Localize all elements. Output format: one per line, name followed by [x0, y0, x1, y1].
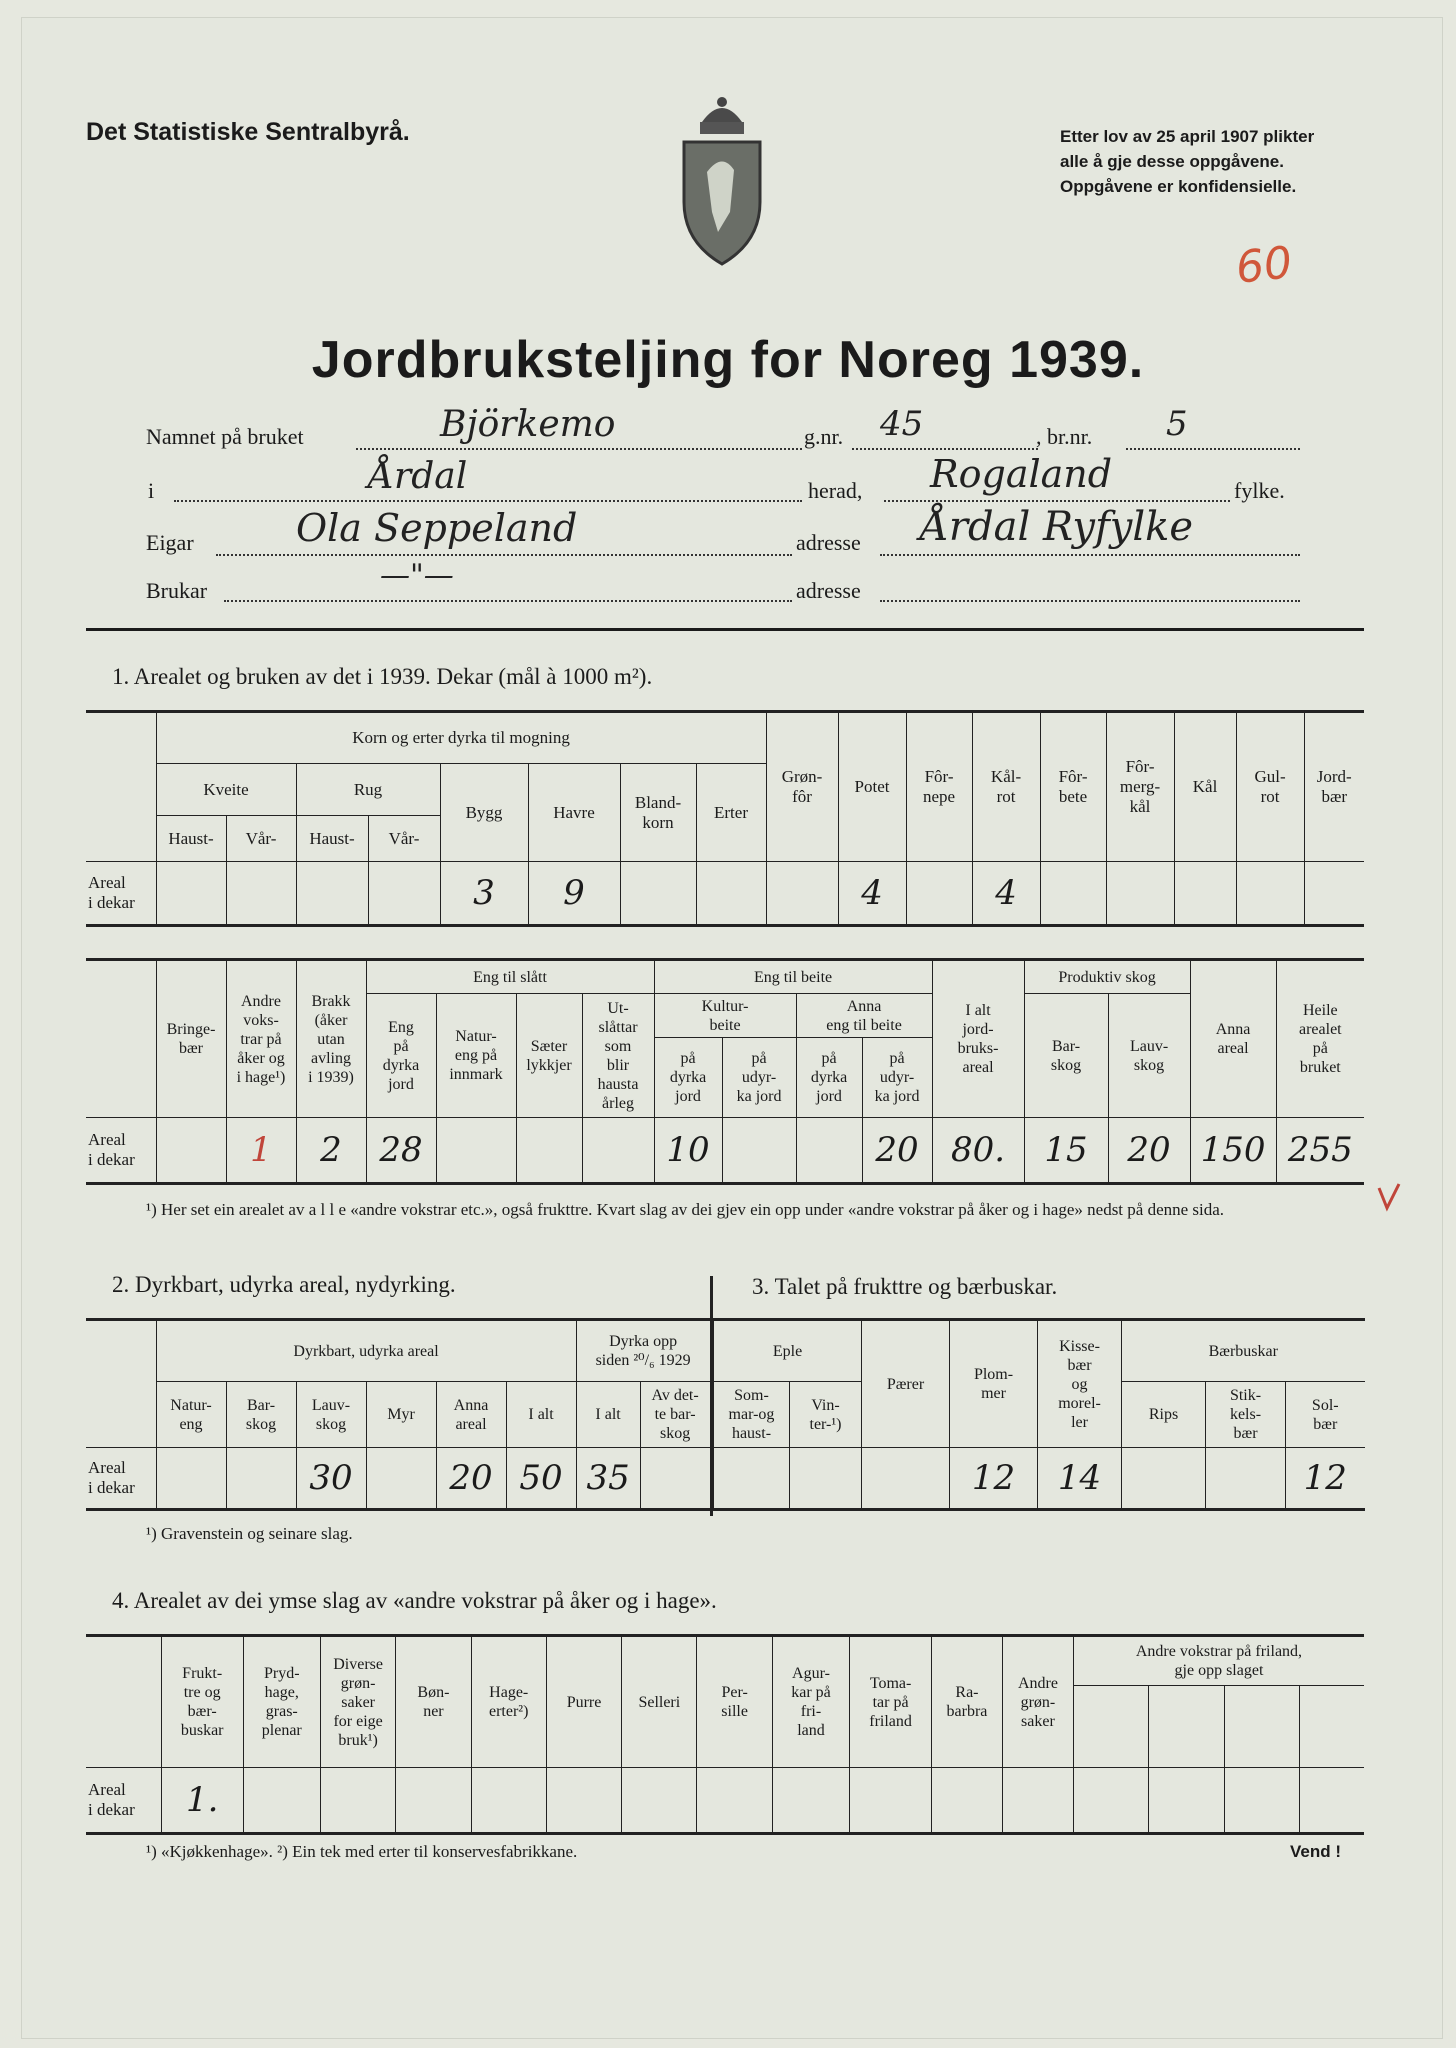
header-skog: Produktiv skog	[1024, 960, 1190, 994]
data-cell	[722, 1118, 796, 1184]
legal-notice-line: alle å gje desse oppgåvene.	[1060, 152, 1284, 171]
data-cell	[766, 862, 838, 926]
header-blank	[1299, 1686, 1364, 1768]
header-col: Pryd- hage, gras- plenar	[243, 1636, 320, 1768]
institution-name: Det Statistiske Sentralbyrå.	[86, 118, 410, 146]
header-haust: Haust-	[156, 816, 226, 862]
data-cell	[320, 1768, 395, 1834]
municipality-value: Årdal	[368, 456, 468, 497]
row-label: Areal i dekar	[86, 1448, 156, 1510]
check-mark-icon	[1376, 1182, 1402, 1217]
header-col: på dyrka jord	[654, 1038, 722, 1118]
data-cell-lauvskog: 30	[296, 1448, 366, 1510]
header-col: Som- mar-og haust-	[714, 1382, 790, 1448]
turn-page-note: Vend !	[1290, 1842, 1342, 1861]
data-cell-kaalrot: 4	[972, 862, 1040, 926]
section2-footnote: ¹) Gravenstein og seinare slag.	[146, 1524, 353, 1543]
data-cell	[366, 1448, 436, 1510]
header-col: på dyrka jord	[796, 1038, 862, 1118]
data-cell-kulturbeite: 10	[654, 1118, 722, 1184]
user-address-label: adresse	[796, 578, 861, 603]
data-cell-eng: 28	[366, 1118, 436, 1184]
header-col: Lauv- skog	[296, 1382, 366, 1448]
data-cell-havre: 9	[528, 862, 620, 926]
header-col: Bland- korn	[620, 764, 696, 862]
brnr-value: 5	[1166, 404, 1188, 444]
header-dyrka-opp: Dyrka opp siden ²⁰/₆ 1929	[576, 1320, 710, 1382]
user-value: —"—	[380, 558, 454, 593]
farm-name-value: Björkemo	[440, 404, 616, 445]
data-cell	[1224, 1768, 1299, 1834]
section1-footnote: ¹) Her set ein arealet av a l l e «andre vokstrar etc.», også frukttre. Kvart slag av dei gjev ein opp under «andre vokstrar på åker og i hage» nedst på denne sida.	[146, 1200, 1225, 1219]
header-vaar: Vår-	[368, 816, 440, 862]
data-cell	[296, 862, 368, 926]
header-blank	[1073, 1686, 1148, 1768]
section4-heading: 4. Arealet av dei ymse slag av «andre vokstrar på åker og i hage».	[112, 1588, 717, 1613]
data-cell-i-alt: 50	[506, 1448, 576, 1510]
data-cell	[697, 1768, 772, 1834]
header-anna-beite: Anna eng til beite	[796, 994, 932, 1038]
header-col: Kål- rot	[972, 712, 1040, 862]
table-frukttre	[713, 1318, 1365, 1511]
corner-cell	[86, 712, 156, 862]
header-col: Bygg	[440, 764, 528, 862]
header-col: Plom- mer	[950, 1320, 1038, 1448]
data-cell	[620, 862, 696, 926]
owner-label: Eigar	[146, 530, 194, 555]
fylke-label: fylke.	[1234, 478, 1285, 503]
gnr-value: 45	[880, 404, 924, 444]
owner-address-value: Årdal Ryfylke	[920, 504, 1194, 550]
header-col: Andre grøn- saker	[1002, 1636, 1073, 1768]
user-line	[224, 600, 792, 602]
data-cell	[714, 1448, 790, 1510]
data-cell-plommer: 12	[950, 1448, 1038, 1510]
legal-notice	[1060, 124, 1314, 199]
section1-heading: 1. Arealet og bruken av det i 1939. Dekar (mål à 1000 m²).	[112, 664, 653, 689]
header-col: Natur- eng	[156, 1382, 226, 1448]
data-cell	[1106, 862, 1174, 926]
header-i-alt: I alt jord- bruks- areal	[932, 960, 1024, 1118]
header-andre-friland: Andre vokstrar på friland, gje opp slaget	[1073, 1636, 1364, 1686]
header-col: på udyr- ka jord	[722, 1038, 796, 1118]
owner-address-line	[880, 554, 1300, 556]
user-label: Brukar	[146, 578, 208, 603]
data-cell-anna-beite: 20	[862, 1118, 932, 1184]
data-cell	[516, 1118, 582, 1184]
header-col: Ra- barbra	[931, 1636, 1002, 1768]
data-cell	[772, 1768, 849, 1834]
data-cell-anna: 150	[1190, 1118, 1276, 1184]
header-kulturbeite: Kultur- beite	[654, 994, 796, 1038]
farm-name-label: Namnet på bruket	[146, 424, 304, 449]
header-col: Kisse- bær og morel- ler	[1038, 1320, 1122, 1448]
section4-footnote: ¹) «Kjøkkenhage». ²) Ein tek med erter til konservesfabrikkane.	[146, 1842, 578, 1861]
header-lauvskog: Lauv- skog	[1108, 994, 1190, 1118]
header-col: Gul- rot	[1236, 712, 1304, 862]
header-dyrkbart: Dyrkbart, udyrka areal	[156, 1320, 576, 1382]
data-cell	[546, 1768, 621, 1834]
header-col: Grøn- fôr	[766, 712, 838, 862]
header-col: Stik- kels- bær	[1206, 1382, 1286, 1448]
header-baerbuskar: Bærbuskar	[1122, 1320, 1365, 1382]
data-cell	[1040, 862, 1106, 926]
data-cell	[1206, 1448, 1286, 1510]
header-col: Per- sille	[697, 1636, 772, 1768]
data-cell	[368, 862, 440, 926]
header-col: Natur- eng på innmark	[436, 994, 516, 1118]
gnr-label: g.nr.	[804, 424, 844, 449]
herad-label: herad,	[808, 478, 863, 503]
data-cell	[862, 1448, 950, 1510]
header-col: Selleri	[622, 1636, 697, 1768]
brnr-label: , br.nr.	[1036, 424, 1093, 449]
header-col: I alt	[506, 1382, 576, 1448]
table-crops-a	[86, 710, 1364, 927]
user-address-line	[880, 600, 1300, 602]
header-rug: Rug	[296, 764, 440, 816]
data-cell	[1299, 1768, 1364, 1834]
header-kveite: Kveite	[156, 764, 296, 816]
data-cell	[226, 1448, 296, 1510]
table-crops-b	[86, 958, 1364, 1185]
row-label: Areal i dekar	[86, 862, 156, 926]
header-col: Agur- kar på fri- land	[772, 1636, 849, 1768]
section3-heading: 3. Talet på frukttre og bærbuskar.	[752, 1274, 1058, 1299]
data-cell	[1122, 1448, 1206, 1510]
header-blank	[1149, 1686, 1224, 1768]
data-cell	[906, 862, 972, 926]
divider	[86, 628, 1364, 631]
data-cell-dyrka-i-alt: 35	[576, 1448, 640, 1510]
data-cell-anna: 20	[436, 1448, 506, 1510]
county-line	[884, 500, 1230, 502]
header-col: Kål	[1174, 712, 1236, 862]
data-cell-bygg: 3	[440, 862, 528, 926]
header-col: Vin- ter-¹)	[790, 1382, 862, 1448]
header-col: Havre	[528, 764, 620, 862]
corner-cell	[86, 1320, 156, 1448]
data-cell	[1002, 1768, 1073, 1834]
header-col: Bringe- bær	[156, 960, 226, 1118]
header-col: Bar- skog	[226, 1382, 296, 1448]
data-cell	[850, 1768, 932, 1834]
gnr-line	[852, 448, 1038, 450]
farm-name-line	[356, 448, 802, 450]
row-label: Areal i dekar	[86, 1768, 161, 1834]
owner-address-label: adresse	[796, 530, 861, 555]
header-col: Ut- slåttar som blir hausta årleg	[582, 994, 654, 1118]
data-cell-lauvskog: 20	[1108, 1118, 1190, 1184]
corner-cell	[86, 1636, 161, 1768]
header-heile: Heile arealet på bruket	[1276, 960, 1364, 1118]
header-blank	[1224, 1686, 1299, 1768]
header-vaar: Vår-	[226, 816, 296, 862]
header-korn: Korn og erter dyrka til mogning	[156, 712, 766, 764]
data-cell	[582, 1118, 654, 1184]
section2-heading: 2. Dyrkbart, udyrka areal, nydyrking.	[112, 1272, 456, 1297]
header-barskog: Bar- skog	[1024, 994, 1108, 1118]
header-col: Diverse grøn- saker for eige bruk¹)	[320, 1636, 395, 1768]
header-col: Sæter lykkjer	[516, 994, 582, 1118]
owner-line	[216, 554, 792, 556]
legal-notice-line: Etter lov av 25 april 1907 plikter	[1060, 127, 1315, 146]
header-col: Fôr- nepe	[906, 712, 972, 862]
header-col: Frukt- tre og bær- buskar	[161, 1636, 243, 1768]
data-cell	[436, 1118, 516, 1184]
table-dyrkbart	[86, 1318, 711, 1511]
header-col: I alt	[576, 1382, 640, 1448]
data-cell	[790, 1448, 862, 1510]
data-cell	[931, 1768, 1002, 1834]
header-col: Eng på dyrka jord	[366, 994, 436, 1118]
page-annotation: 60	[1233, 237, 1295, 294]
header-col: Hage- erter²)	[471, 1636, 546, 1768]
header-col: Pærer	[862, 1320, 950, 1448]
i-label: i	[148, 478, 155, 503]
data-cell-brakk: 2	[296, 1118, 366, 1184]
form-title: Jordbruksteljing for Noreg 1939.	[311, 331, 1145, 389]
county-value: Rogaland	[930, 452, 1113, 496]
data-cell	[640, 1448, 710, 1510]
header-col: Fôr- merg- kål	[1106, 712, 1174, 862]
data-cell-potet: 4	[838, 862, 906, 926]
data-cell	[696, 862, 766, 926]
header-haust: Haust-	[296, 816, 368, 862]
data-cell	[156, 862, 226, 926]
data-cell	[796, 1118, 862, 1184]
data-cell-barskog: 15	[1024, 1118, 1108, 1184]
data-cell-i-alt: 80.	[932, 1118, 1024, 1184]
coat-of-arms-icon	[672, 92, 772, 272]
legal-notice-line: Oppgåvene er konfidensielle.	[1060, 177, 1297, 196]
brnr-line	[1126, 448, 1300, 450]
header-col: Toma- tar på friland	[850, 1636, 932, 1768]
data-cell	[1149, 1768, 1224, 1834]
header-col: Fôr- bete	[1040, 712, 1106, 862]
data-cell	[1073, 1768, 1148, 1834]
corner-cell	[86, 960, 156, 1118]
data-cell-andre: 1	[226, 1118, 296, 1184]
header-col: Myr	[366, 1382, 436, 1448]
header-col: Potet	[838, 712, 906, 862]
header-col: Andre voks- trar på åker og i hage¹)	[226, 960, 296, 1118]
header-col: Bøn- ner	[396, 1636, 471, 1768]
header-col: Anna areal	[436, 1382, 506, 1448]
data-cell	[622, 1768, 697, 1834]
header-eple: Eple	[714, 1320, 862, 1382]
header-col: Jord- bær	[1304, 712, 1364, 862]
row-label: Areal i dekar	[86, 1118, 156, 1184]
municipality-line	[174, 500, 802, 502]
data-cell-heile: 255	[1276, 1118, 1364, 1184]
header-eng-slaatt: Eng til slått	[366, 960, 654, 994]
data-cell-frukttre: 1.	[161, 1768, 243, 1834]
header-anna: Anna areal	[1190, 960, 1276, 1118]
header-eng-beite: Eng til beite	[654, 960, 932, 994]
data-cell	[156, 1118, 226, 1184]
data-cell	[243, 1768, 320, 1834]
owner-value: Ola Seppeland	[296, 506, 578, 550]
data-cell-solbaer: 12	[1286, 1448, 1365, 1510]
data-cell	[1304, 862, 1364, 926]
header-col: Sol- bær	[1286, 1382, 1365, 1448]
header-col: Erter	[696, 764, 766, 862]
header-col: Av det- te bar- skog	[640, 1382, 710, 1448]
data-cell	[1174, 862, 1236, 926]
data-cell	[156, 1448, 226, 1510]
header-col: på udyr- ka jord	[862, 1038, 932, 1118]
data-cell	[471, 1768, 546, 1834]
header-col: Brakk (åker utan avling i 1939)	[296, 960, 366, 1118]
data-cell-kissebaer: 14	[1038, 1448, 1122, 1510]
header-col: Rips	[1122, 1382, 1206, 1448]
header-col: Purre	[546, 1636, 621, 1768]
data-cell	[396, 1768, 471, 1834]
data-cell	[1236, 862, 1304, 926]
table-andre-vokstrar	[86, 1634, 1364, 1835]
data-cell	[226, 862, 296, 926]
